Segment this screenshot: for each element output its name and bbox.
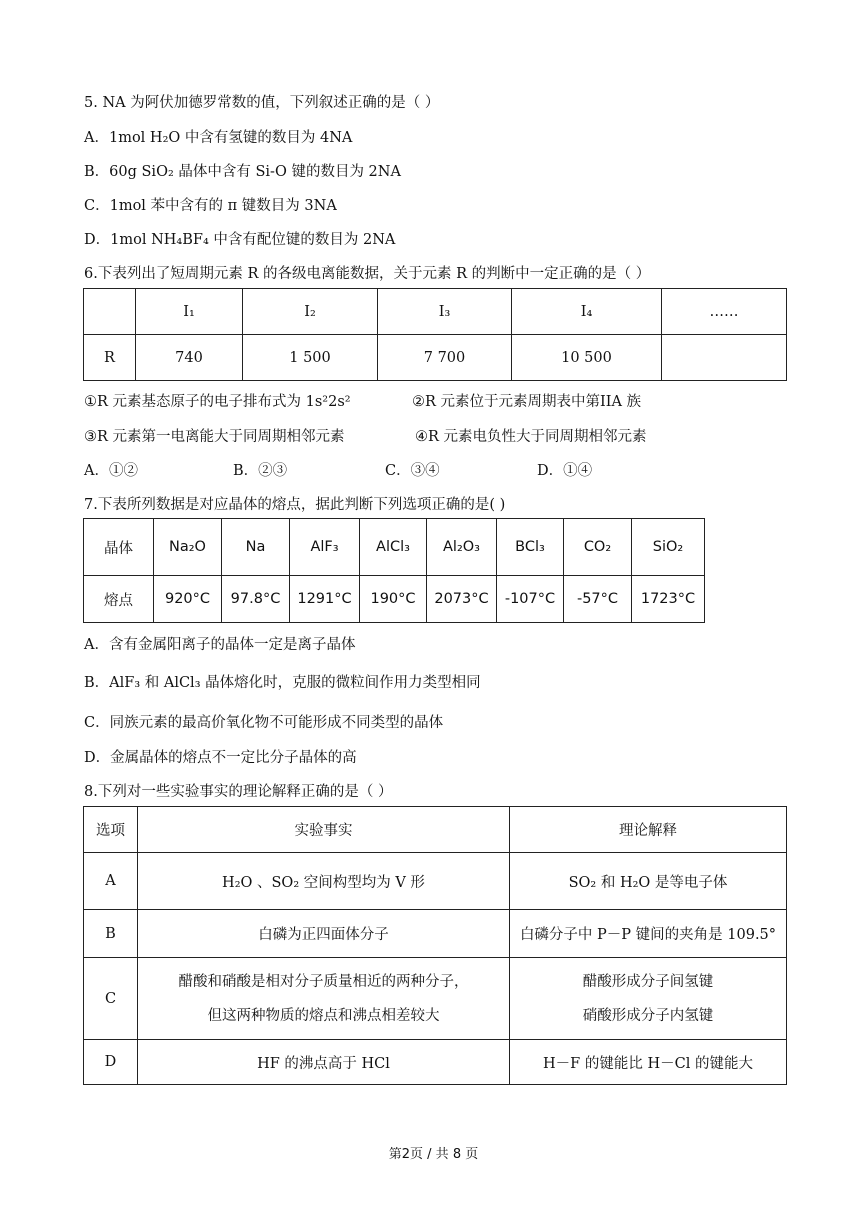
q5-option-c: C．1mol 苯中含有的 π 键数目为 3NA <box>84 198 337 214</box>
q8-table-row-d <box>84 1040 787 1085</box>
q6-stem: 6.下表列出了短周期元素 R 的各级电离能数据，关于元素 R 的判断中一定正确的是（ ） <box>84 266 651 282</box>
q6-cell: 10 500 <box>512 335 662 381</box>
q7-cell: -107°C <box>497 576 564 623</box>
q8-fact-line-1: 醋酸和硝酸是相对分子质量相近的两种分子， <box>178 973 469 990</box>
q8-explanation-cell: 白磷分子中 P－P 键间的夹角是 109.5° <box>510 910 787 958</box>
q6-header-cell: I₄ <box>512 289 662 335</box>
q7-option-d: D．金属晶体的熔点不一定比分子晶体的高 <box>84 750 357 766</box>
q6-table-row <box>84 335 787 381</box>
q6-cell: 7 700 <box>378 335 512 381</box>
q6-choice-a: A．①② <box>84 463 138 479</box>
q6-header-cell <box>84 289 136 335</box>
q8-header-cell: 理论解释 <box>510 807 787 853</box>
q7-option-b: B．AlF₃ 和 AlCl₃ 晶体熔化时，克服的微粒间作用力类型相同 <box>84 675 481 691</box>
q8-fact-cell: H₂O 、SO₂ 空间构型均为 V 形 <box>138 853 510 910</box>
q8-header-cell: 选项 <box>84 807 138 853</box>
q8-option-cell: D <box>84 1040 138 1085</box>
q7-cell: 190°C <box>360 576 427 623</box>
q7-cell: 熔点 <box>84 576 154 623</box>
q6-cell: 740 <box>136 335 243 381</box>
q5-option-b: B．60g SiO₂ 晶体中含有 Si-O 键的数目为 2NA <box>84 164 401 180</box>
q7-stem: 7.下表所列数据是对应晶体的熔点，据此判断下列选项正确的是( ) <box>84 497 506 513</box>
q8-explanation-cell <box>510 958 787 1040</box>
q6-ionization-table <box>83 288 787 381</box>
q7-header-cell: AlCl₃ <box>360 519 427 576</box>
q8-fact-cell: HF 的沸点高于 HCl <box>138 1040 510 1085</box>
q6-statement-3: ③R 元素第一电离能大于同周期相邻元素 <box>84 429 345 445</box>
q8-fact-cell <box>138 958 510 1040</box>
q6-cell: 1 500 <box>243 335 378 381</box>
q7-header-cell: Al₂O₃ <box>427 519 497 576</box>
q7-header-cell: BCl₃ <box>497 519 564 576</box>
q6-choice-b: B．②③ <box>233 463 288 479</box>
q5-stem: 5. NA 为阿伏加德罗常数的值，下列叙述正确的是（ ） <box>84 95 440 111</box>
q6-choice-c: C．③④ <box>385 463 440 479</box>
q7-option-a: A．含有金属阳离子的晶体一定是离子晶体 <box>84 637 356 653</box>
q8-fact-line-2: 但这两种物质的熔点和沸点相差较大 <box>207 1007 440 1024</box>
q6-header-cell: …… <box>662 289 787 335</box>
q6-statement-4: ④R 元素电负性大于同周期相邻元素 <box>415 429 647 445</box>
q6-header-cell: I₃ <box>378 289 512 335</box>
q7-cell: 2073°C <box>427 576 497 623</box>
q8-explanation-cell: H－F 的键能比 H－Cl 的键能大 <box>510 1040 787 1085</box>
q5-option-a: A．1mol H₂O 中含有氢键的数目为 4NA <box>84 130 353 146</box>
q7-cell: -57°C <box>564 576 632 623</box>
q7-cell: 1291°C <box>290 576 360 623</box>
q8-explanation-cell: SO₂ 和 H₂O 是等电子体 <box>510 853 787 910</box>
q7-header-cell: CO₂ <box>564 519 632 576</box>
q7-header-cell: 晶体 <box>84 519 154 576</box>
q7-header-cell: SiO₂ <box>632 519 705 576</box>
q5-option-d: D．1mol NH₄BF₄ 中含有配位键的数目为 2NA <box>84 232 396 248</box>
q7-header-cell: Na₂O <box>154 519 222 576</box>
q7-cell: 1723°C <box>632 576 705 623</box>
q8-header-cell: 实验事实 <box>138 807 510 853</box>
q8-table-header-row <box>84 807 787 853</box>
q8-explanation-line-2: 硝酸形成分子内氢键 <box>582 1007 714 1024</box>
q8-option-cell: C <box>84 958 138 1040</box>
q6-statement-1: ①R 元素基态原子的电子排布式为 1s²2s² <box>84 394 351 410</box>
page-footer: 第2页 / 共 8 页 <box>388 1147 479 1162</box>
q6-choice-d: D．①④ <box>537 463 593 479</box>
q8-stem: 8.下列对一些实验事实的理论解释正确的是（ ） <box>84 784 393 800</box>
q6-header-cell: I₂ <box>243 289 378 335</box>
q7-option-c: C．同族元素的最高价氧化物不可能形成不同类型的晶体 <box>84 715 444 731</box>
q6-statement-2: ②R 元素位于元素周期表中第IIA 族 <box>412 394 642 410</box>
q7-table-header-row <box>84 519 705 576</box>
q7-cell: 920°C <box>154 576 222 623</box>
q8-table-row-b <box>84 910 787 958</box>
q6-header-cell: I₁ <box>136 289 243 335</box>
q6-table-header-row <box>84 289 787 335</box>
q8-table-row-c <box>84 958 787 1040</box>
q7-header-cell: Na <box>222 519 290 576</box>
q7-cell: 97.8°C <box>222 576 290 623</box>
q7-melting-point-table <box>83 518 705 623</box>
q6-cell: R <box>84 335 136 381</box>
q8-option-cell: B <box>84 910 138 958</box>
q8-explanation-line-1: 醋酸形成分子间氢键 <box>582 973 714 990</box>
q8-fact-cell: 白磷为正四面体分子 <box>138 910 510 958</box>
q8-explanation-table <box>83 806 787 1085</box>
q8-option-cell: A <box>84 853 138 910</box>
q7-header-cell: AlF₃ <box>290 519 360 576</box>
q7-table-row <box>84 576 705 623</box>
q8-table-row-a <box>84 853 787 910</box>
q6-cell <box>662 335 787 381</box>
